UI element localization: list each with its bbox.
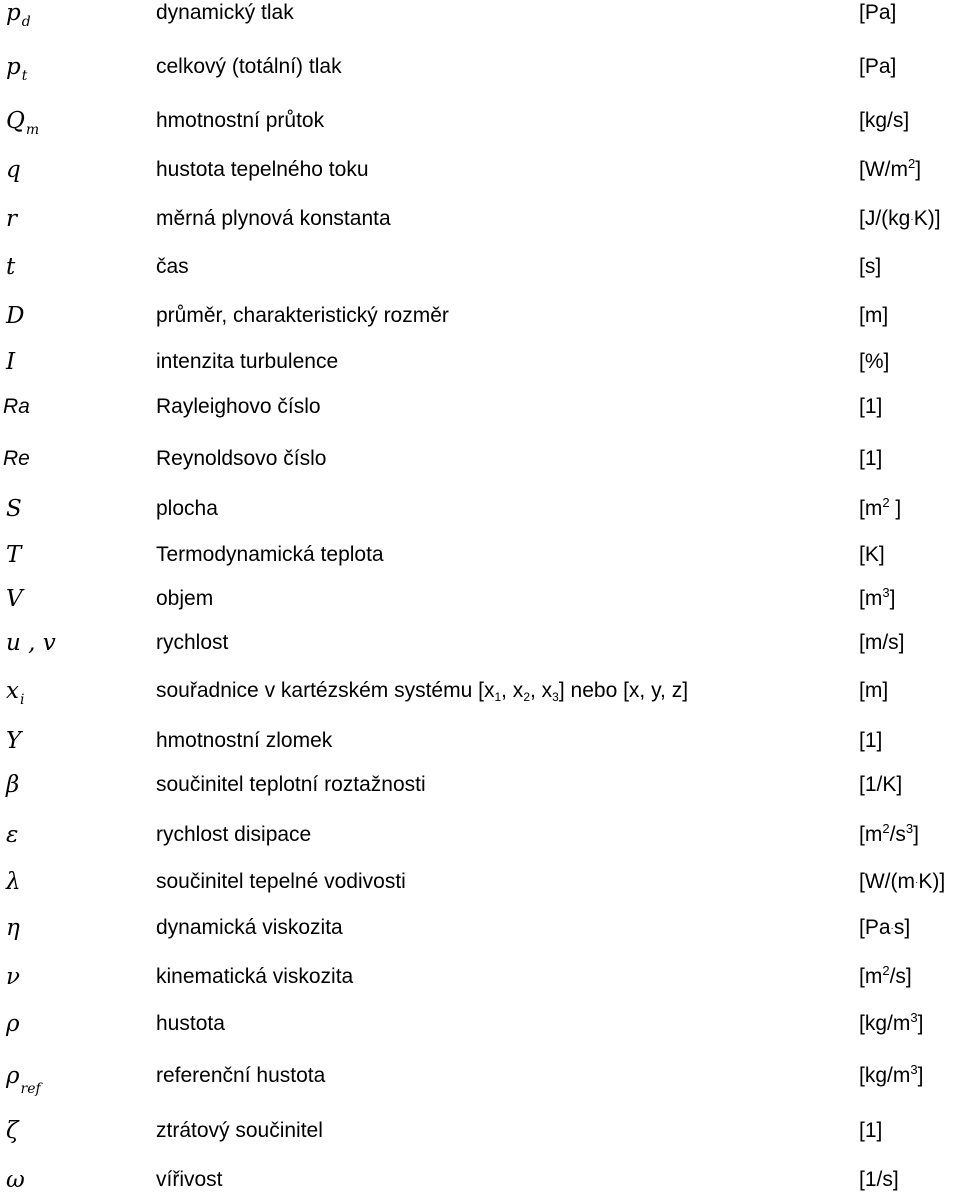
- symbol: Ra: [3, 395, 30, 418]
- unit: [1]: [859, 395, 883, 418]
- unit: [J/(kg·K)]: [859, 207, 941, 230]
- symbol: ν: [6, 964, 20, 990]
- symbol: T: [6, 542, 22, 568]
- description: hustota: [156, 1012, 225, 1035]
- unit: [K]: [859, 543, 885, 566]
- unit: [m]: [859, 679, 889, 702]
- description: dynamický tlak: [156, 1, 294, 24]
- symbol: ω: [6, 1167, 25, 1193]
- symbol: ε: [6, 822, 19, 848]
- symbol: D: [6, 303, 25, 329]
- symbol: ρ: [6, 1011, 20, 1037]
- description: kinematická viskozita: [156, 965, 354, 988]
- description: hmotnostní průtok: [156, 109, 325, 132]
- description: Rayleighovo číslo: [156, 395, 321, 418]
- description: součinitel tepelné vodivosti: [156, 870, 406, 893]
- description: celkový (totální) tlak: [156, 55, 342, 78]
- symbol: η: [6, 915, 20, 941]
- symbol: λ: [6, 869, 21, 895]
- unit: [Pa]: [859, 1, 897, 24]
- unit: $[kg/m^3]$: [859, 1010, 924, 1035]
- symbol: $\rho_{ref}$: [6, 1063, 41, 1097]
- symbol: $p_d$: [6, 0, 31, 30]
- unit: $[kg/m^3]$: [859, 1062, 924, 1087]
- symbol: Y: [6, 728, 22, 754]
- description: plocha: [156, 497, 218, 520]
- symbol: ζ: [6, 1118, 19, 1144]
- symbol: r: [6, 206, 17, 232]
- unit: [%]: [859, 350, 890, 373]
- description: referenční hustota: [156, 1064, 326, 1087]
- unit: [1/s]: [859, 1168, 899, 1191]
- unit: [1]: [859, 729, 883, 752]
- symbol: u , v: [6, 630, 56, 656]
- description: čas: [156, 255, 189, 278]
- unit: [1]: [859, 447, 883, 470]
- unit: $[W/m^2]$: [859, 156, 922, 181]
- unit: $[m^3]$: [859, 585, 896, 610]
- description: ztrátový součinitel: [156, 1119, 323, 1142]
- description: dynamická viskozita: [156, 916, 343, 939]
- description: objem: [156, 587, 214, 610]
- unit: [W/(m·K)]: [859, 870, 946, 893]
- unit: [1/K]: [859, 773, 903, 796]
- description: souřadnice v kartézském systému [$x_1$, $x_2$, $x_3$] nebo [x, y, z]: [156, 679, 689, 704]
- description: hmotnostní zlomek: [156, 729, 333, 752]
- unit: [m]: [859, 304, 889, 327]
- description: rychlost: [156, 631, 229, 654]
- unit: $[m^2/s^3]$: [859, 821, 919, 846]
- symbol: Re: [3, 447, 30, 470]
- description: Termodynamická teplota: [156, 543, 384, 566]
- description: Reynoldsovo číslo: [156, 447, 327, 470]
- unit: [s]: [859, 255, 882, 278]
- symbol: β: [6, 772, 20, 798]
- description: hustota tepelného toku: [156, 158, 369, 181]
- description: intenzita turbulence: [156, 350, 339, 373]
- description: měrná plynová konstanta: [156, 207, 391, 230]
- symbol: S: [6, 496, 22, 522]
- description: průměr, charakteristický rozměr: [156, 304, 449, 327]
- unit: [$m^2$ ]: [859, 495, 902, 520]
- symbol: $Q_m$: [6, 108, 40, 138]
- description: vířivost: [156, 1168, 223, 1191]
- unit: [Pa·s]: [859, 916, 911, 939]
- unit: [1]: [859, 1119, 883, 1142]
- unit: [kg/s]: [859, 109, 910, 132]
- symbol: I: [6, 349, 16, 375]
- symbol: V: [6, 586, 23, 612]
- unit: $[m^2/s]$: [859, 963, 912, 988]
- unit: [m/s]: [859, 631, 905, 654]
- description: součinitel teplotní roztažnosti: [156, 773, 426, 796]
- symbol: q: [6, 157, 21, 183]
- symbol: t: [6, 254, 16, 280]
- unit: [Pa]: [859, 55, 897, 78]
- description: rychlost disipace: [156, 823, 312, 846]
- symbol: $x_i$: [6, 678, 25, 708]
- symbol: $p_t$: [6, 54, 28, 84]
